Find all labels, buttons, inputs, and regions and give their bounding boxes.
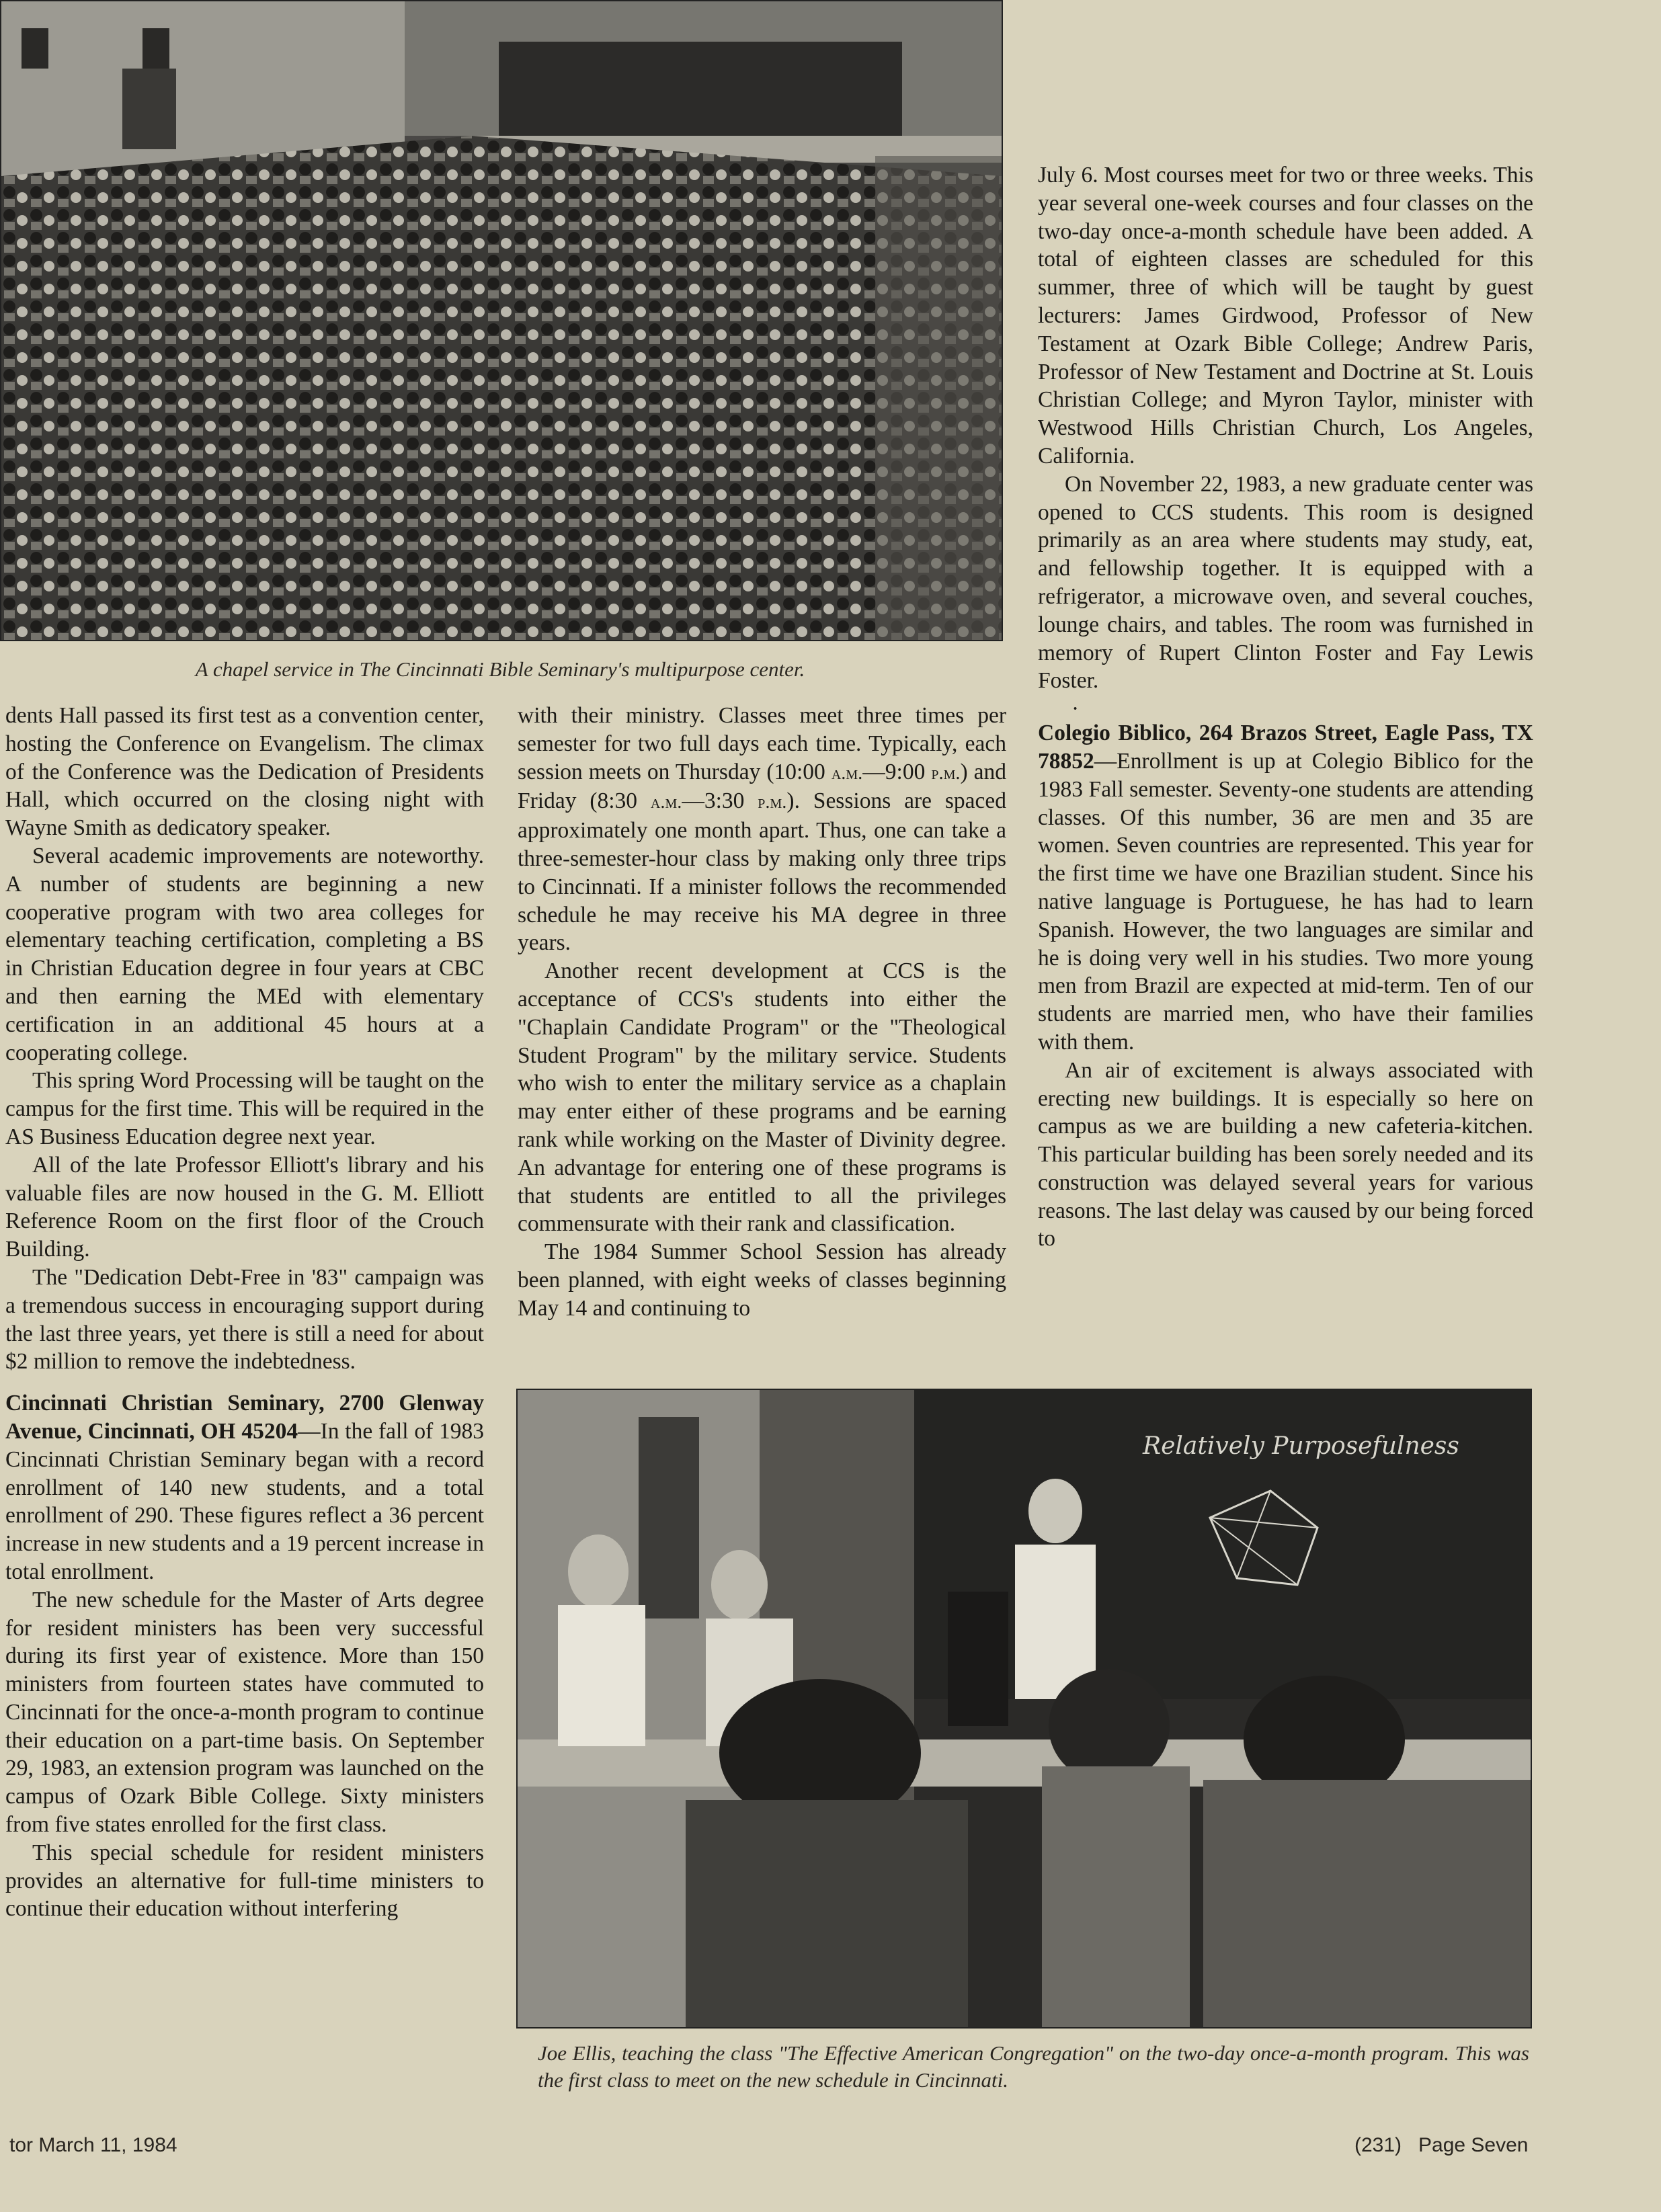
- col1-paragraph-7: The new schedule for the Master of Arts degree for resident ministers has been very successful during its first year of existence. More than 150 ministers from fourteen states have commuted to Cincinnati for the once-a-month program to continue their education on a part-time basis. On September 29, 1983, an extension program was launched on the campus of Ozark Bible College. Sixty ministers from five states enrolled for the first class.: [5, 1587, 484, 1838]
- footer-page-label: Page Seven: [1418, 2134, 1529, 2156]
- colegio-intro: —Enrollment is up at Colegio Biblico for the 1983 Fall semester. Seventy-one students are attending classes. Of this number, 36 are men and 35 are women. Seven countries are represented. This year for the first time we have one Brazilian student. Since his native language is Portuguese, he has had to learn Spanish. However, the two languages are similar and he is doing very well in his studies. Two more young men from Brazil are expected at mid-term. Ten of our students are married men, who have their families with them.: [1038, 748, 1533, 1055]
- text-run: with their ministry. Classes meet three times per semester for two full days each time. Typically, each session meets on Thursday (10:00: [518, 703, 1006, 784]
- chapel-photo: [0, 0, 1003, 641]
- col1-paragraph-5: The "Dedication Debt-Free in '83" campaign was a tremendous success in encouraging support during the last three years, yet there is still a need for about $2 million to remove the indebtedness.: [5, 1264, 484, 1375]
- time-am: a.m.: [831, 762, 863, 784]
- col1-paragraph-2: Several academic improvements are noteworthy. A number of students are beginning a new cooperative program with two area colleges for elementary teaching certification, completing a BS in Christian Education degree in four years at CBC and then earning the MEd with elementary certification in an additional 45 hours at a cooperating college.: [5, 843, 484, 1065]
- col3-paragraph-1: July 6. Most courses meet for two or three weeks. This year several one-week courses and four classes on the two-day once-a-month schedule have been added. A total of eighteen classes are scheduled for this summer, three of which will be taught by guest lecturers: James Girdwood, Professor of New Testament at Ozark Bible College; Andrew Paris, Professor of New Testament and Doctrine at St. Louis Christian College; and Myron Taylor, minister with Westwood Hills Christian Church, Los Angeles, California.: [1038, 163, 1533, 468]
- footer-page-number: (231): [1354, 2134, 1402, 2156]
- text-run: ) and Friday (8:30: [518, 759, 1007, 814]
- col1-paragraph-3: This spring Word Processing will be taught on the campus for the first time. This will be required in the AS Business Education degree next year.: [5, 1068, 484, 1149]
- seminary-intro: —In the fall of 1983 Cincinnati Christian Seminary began with a record enrollment of 140 new students, and a total enrollment of 290. These figures reflect a 36 percent increase in new students and a 19 percent increase in total enrollment.: [5, 1418, 484, 1584]
- section-separator: ·: [1071, 696, 1080, 722]
- col1-paragraph-8: This special schedule for resident ministers provides an alternative for full-time ministers to continue their education without interfering: [5, 1840, 484, 1922]
- time-pm: p.m.: [931, 762, 961, 784]
- footer-date: tor March 11, 1984: [9, 2134, 177, 2156]
- col1-paragraph-4: All of the late Professor Elliott's library and his valuable files are now housed in the G. M. Elliott Reference Room on the first floor of the Crouch Building.: [5, 1152, 484, 1262]
- classroom-photo-caption: Joe Ellis, teaching the class "The Effective American Congregation" on the two-day once-a-month program. This was the first class to meet on the new schedule in Cincinnati.: [538, 2041, 1529, 2092]
- time-pm: p.m.: [758, 792, 787, 813]
- column-1: [5, 702, 484, 1923]
- chalkboard-heading: Relatively Purposefulness: [1143, 1432, 1459, 1460]
- text-run: —9:00: [862, 759, 932, 784]
- chapel-photo-caption: A chapel service in The Cincinnati Bible Seminary's multipurpose center.: [195, 657, 805, 681]
- col2-paragraph-1: [518, 702, 1006, 957]
- colegio-section: [1038, 719, 1533, 1057]
- time-am: a.m.: [650, 792, 682, 813]
- seminary-section: [5, 1389, 484, 1586]
- col1-paragraph-1: dents Hall passed its first test as a convention center, hosting the Conference on Evangelism. The climax of the Conference was the Dedication of Presidents Hall, which occurred on the closing night with Wayne Smith as dedicatory speaker.: [5, 703, 484, 841]
- colegio-heading: Colegio Biblico, 264 Brazos Street, Eagle Pass, TX 78852: [1038, 721, 1533, 774]
- col3-paragraph-2: On November 22, 1983, a new graduate center was opened to CCS students. This room is designed primarily as an area where students may study, eat, and fellowship together. It is equipped with a refrigerator, a microwave oven, and several couches, lounge chairs, and tables. The room was furnished in memory of Rupert Clinton Foster and Fay Lewis Foster.: [1038, 471, 1533, 694]
- col3-paragraph-4: An air of excitement is always associated with erecting new buildings. It is especially so here on campus as we are building a new cafeteria-kitchen. This particular building has been sorely needed and its construction was delayed several years for various reasons. The last delay was caused by our being forced to: [1038, 1057, 1533, 1252]
- col2-paragraph-2: Another recent development at CCS is the acceptance of CCS's students into either the "Chaplain Candidate Program" or the "Theological Student Program" by the military service. Students who wish to enter the military service as a chaplain may enter either of these programs and be earning rank while working on the Master of Divinity degree. An advantage for entering one of these programs is that students are entitled to all the privileges commensurate with their rank and classification.: [518, 958, 1006, 1237]
- classroom-photo: [516, 1389, 1532, 2029]
- text-run: ). Sessions are spaced approximately one month apart. Thus, one can take a three-semester-hour class by making only three trips to Cincinnati. If a minister follows the recommended schedule he may receive his MA degree in three years.: [518, 788, 1006, 956]
- text-run: —3:30: [682, 788, 758, 814]
- column-3: [1038, 161, 1533, 1253]
- col2-paragraph-3: The 1984 Summer School Session has already been planned, with eight weeks of classes beginning May 14 and continuing to: [518, 1239, 1006, 1321]
- column-2: [518, 702, 1006, 1323]
- seminary-heading: Cincinnati Christian Seminary, 2700 Glenway Avenue, Cincinnati, OH 45204: [5, 1391, 484, 1444]
